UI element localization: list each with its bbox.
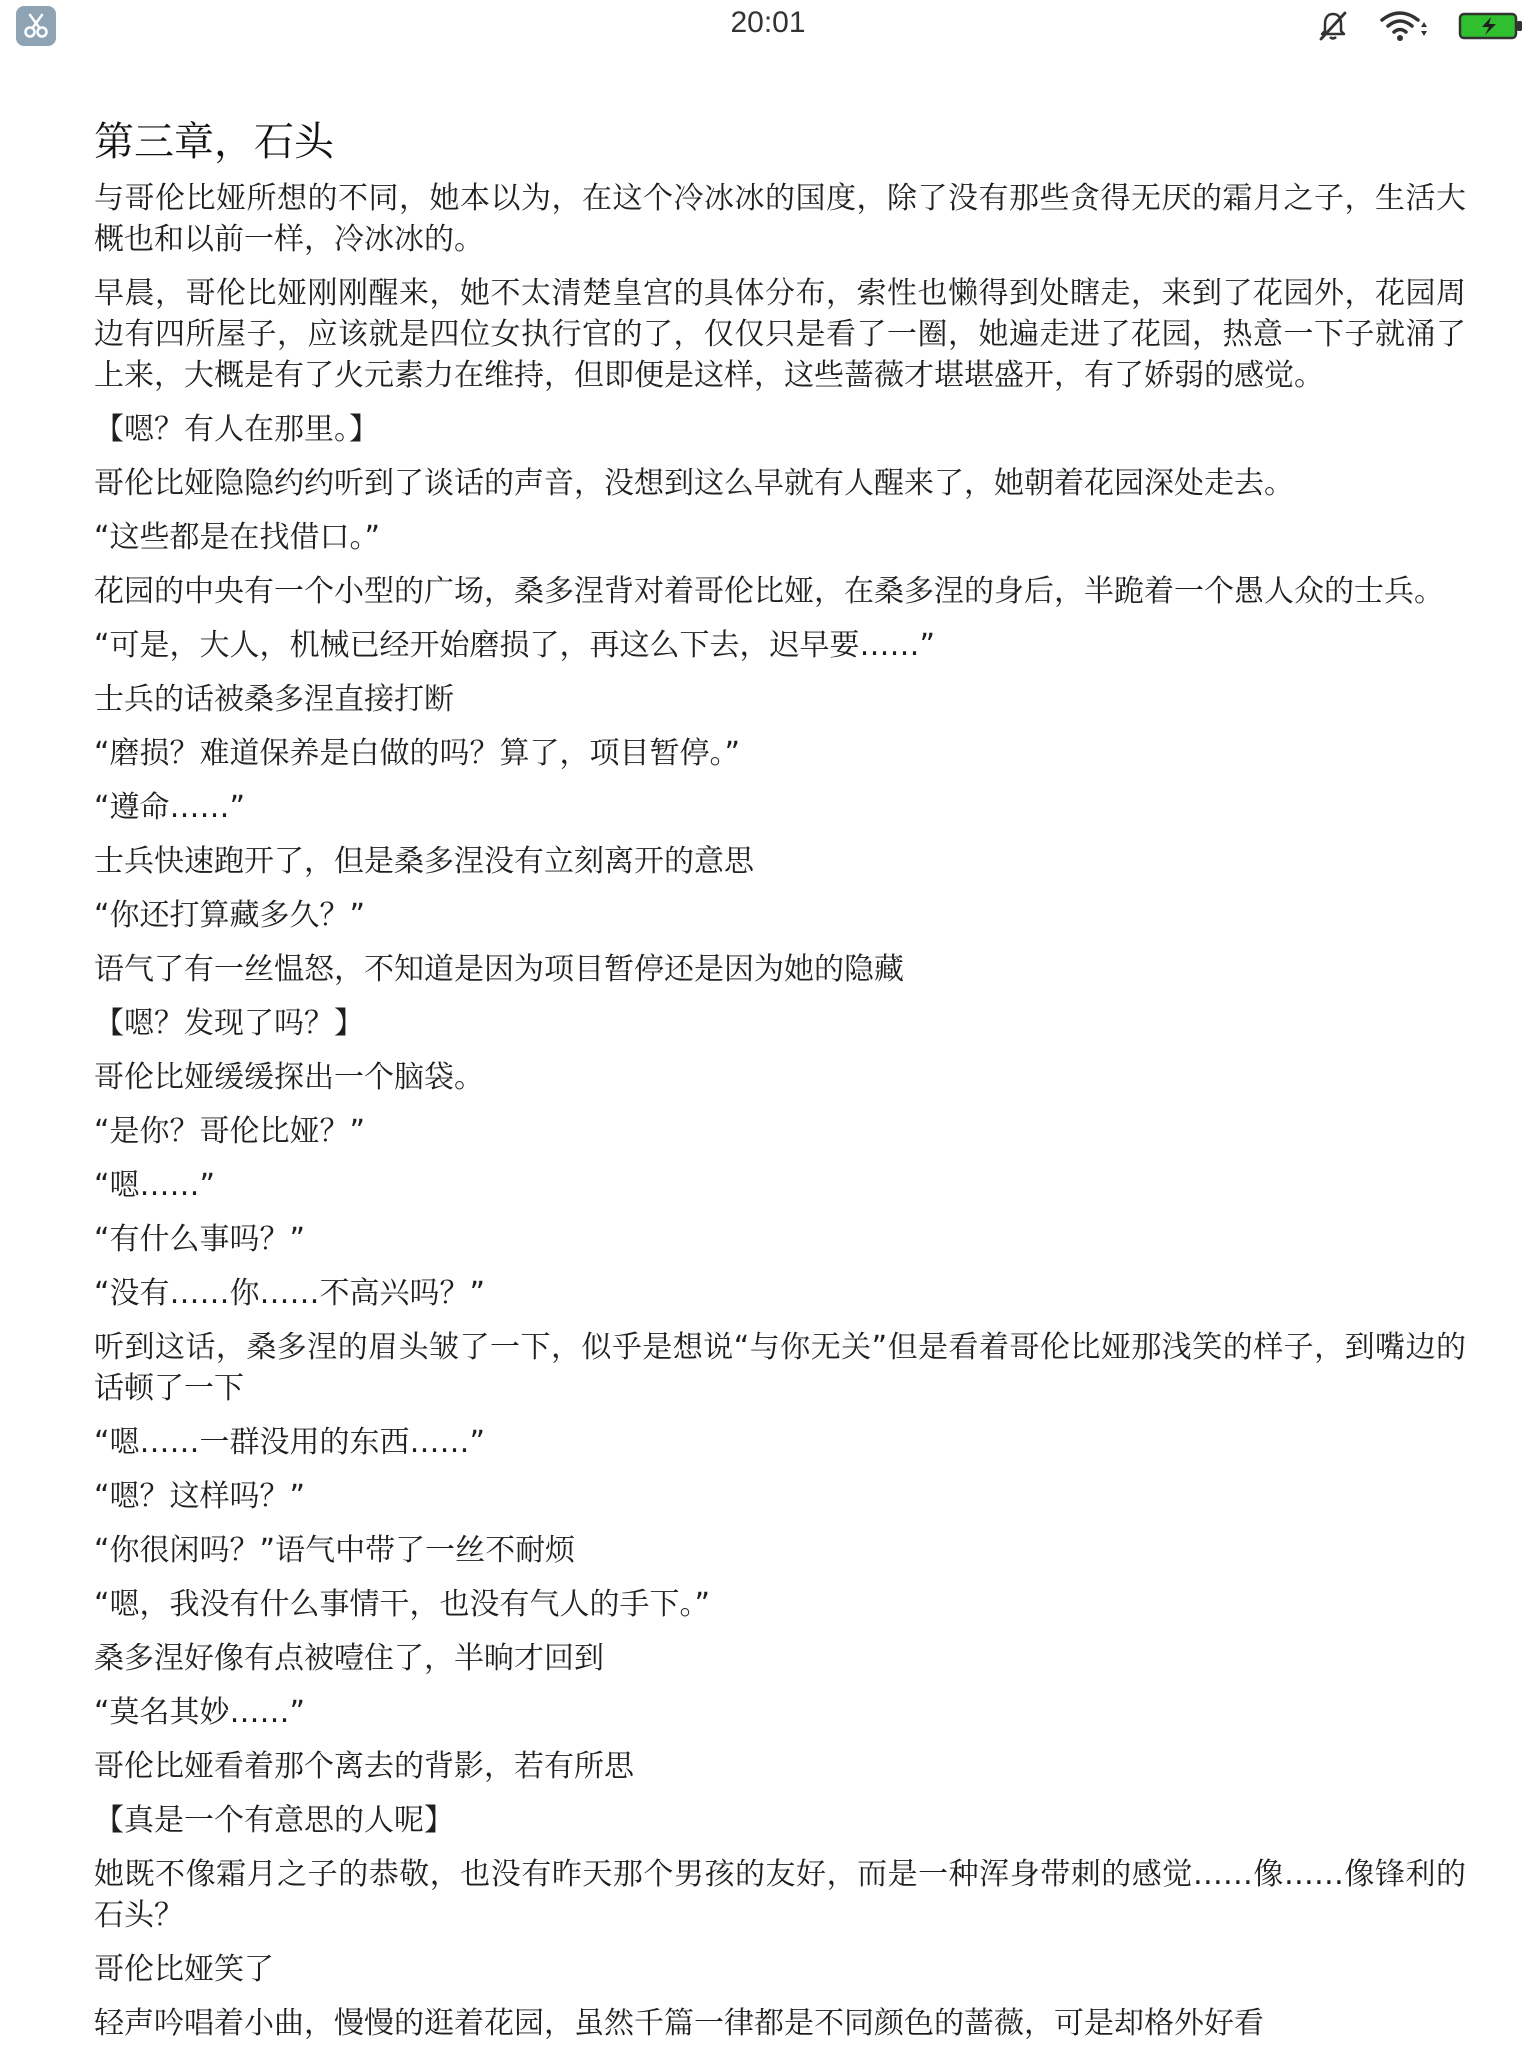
paragraph: “嗯……一群没用的东西……”: [94, 1425, 486, 1460]
paragraph: “嗯，我没有什么事情干，也没有气人的手下。”: [94, 1587, 711, 1622]
paragraph: “有什么事吗？”: [94, 1222, 306, 1257]
paragraph: 与哥伦比娅所想的不同，她本以为，在这个冷冰冰的国度，除了没有那些贪得无厌的霜月之子，生活大概也和以前一样，冷冰冰的。: [94, 181, 1466, 257]
paragraph: 【嗯？有人在那里。】: [94, 412, 379, 447]
paragraph: 哥伦比娅隐隐约约听到了谈话的声音，没想到这么早就有人醒来了，她朝着花园深处走去。: [94, 466, 1294, 501]
paragraph: “你很闲吗？”语气中带了一丝不耐烦: [94, 1533, 576, 1568]
paragraph: 【真是一个有意思的人呢】: [94, 1803, 454, 1838]
paragraph: 听到这话，桑多涅的眉头皱了一下，似乎是想说“与你无关”但是看着哥伦比娅那浅笑的样子，到嘴边的话顿了一下: [94, 1330, 1466, 1406]
paragraph: 【嗯？发现了吗？】: [94, 1006, 364, 1041]
paragraph: “莫名其妙……”: [94, 1695, 306, 1730]
paragraph: “遵命……”: [94, 790, 246, 825]
paragraph: 哥伦比娅缓缓探出一个脑袋。: [94, 1060, 484, 1095]
paragraph: 哥伦比娅笑了: [94, 1952, 274, 1987]
paragraph: “没有……你……不高兴吗？”: [94, 1276, 486, 1311]
paragraph: 士兵快速跑开了，但是桑多涅没有立刻离开的意思: [94, 844, 754, 879]
chapter-title: 第三章，石头: [94, 119, 334, 165]
status-icons: [1316, 8, 1524, 48]
paragraph: 轻声吟唱着小曲，慢慢的逛着花园，虽然千篇一律都是不同颜色的蔷薇，可是却格外好看: [94, 2006, 1264, 2041]
paragraph: 她既不像霜月之子的恭敬，也没有昨天那个男孩的友好，而是一种浑身带刺的感觉……像……像锋利的石头？: [94, 1857, 1466, 1933]
status-time: 20:01: [730, 6, 806, 39]
paragraph: 花园的中央有一个小型的广场，桑多涅背对着哥伦比娅，在桑多涅的身后，半跪着一个愚人众的士兵。: [94, 574, 1444, 609]
battery-icon: [1458, 10, 1524, 46]
paragraph: 语气了有一丝愠怒，不知道是因为项目暂停还是因为她的隐藏: [94, 952, 904, 987]
paragraph: “嗯？这样吗？”: [94, 1479, 306, 1514]
paragraph: “嗯……”: [94, 1168, 216, 1203]
wifi-icon: [1380, 9, 1428, 47]
paragraph: “是你？哥伦比娅？”: [94, 1114, 366, 1149]
mute-icon: [1316, 9, 1350, 47]
paragraph: 哥伦比娅看着那个离去的背影，若有所思: [94, 1749, 634, 1784]
reading-content: [94, 112, 1466, 2057]
paragraph: “这些都是在找借口。”: [94, 520, 381, 555]
paragraph: “可是，大人，机械已经开始磨损了，再这么下去，迟早要……”: [94, 628, 936, 663]
paragraph: “你还打算藏多久？”: [94, 898, 366, 933]
paragraph: 早晨，哥伦比娅刚刚醒来，她不太清楚皇宫的具体分布，索性也懒得到处瞎走，来到了花园外，花园周边有四所屋子，应该就是四位女执行官的了，仅仅只是看了一圈，她遍走进了花园，热意一下子就涌了上来，大概是有了火元素力在维持，但即便是这样，这些蔷薇才堪堪盛开，有了娇弱的感觉。: [94, 276, 1466, 393]
paragraph: 桑多涅好像有点被噎住了，半晌才回到: [94, 1641, 604, 1676]
status-bar: [0, 0, 1536, 52]
paragraph: “磨损？难道保养是白做的吗？算了，项目暂停。”: [94, 736, 741, 771]
paragraph: 士兵的话被桑多涅直接打断: [94, 682, 454, 717]
